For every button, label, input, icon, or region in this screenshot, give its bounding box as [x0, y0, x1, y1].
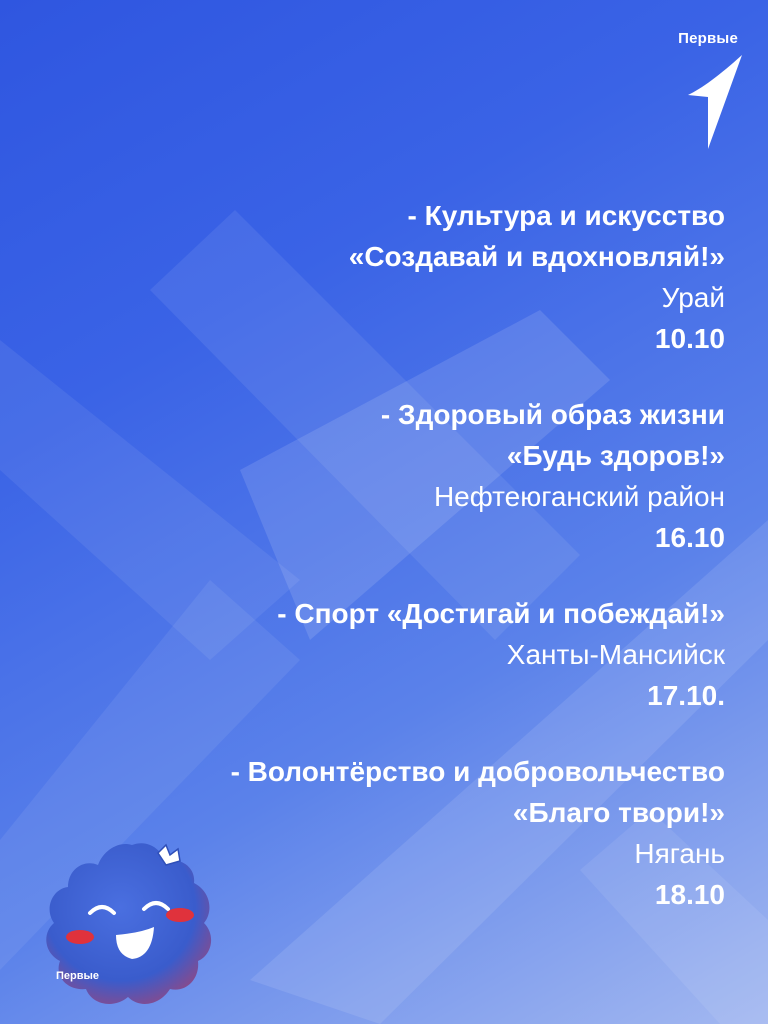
event-date: 10.10: [654, 323, 725, 354]
mascot-character: [40, 835, 220, 1015]
event-date: 18.10: [654, 879, 725, 910]
event-date: 17.10.: [647, 680, 725, 711]
event-culture: [35, 195, 725, 359]
event-date: 16.10: [654, 522, 725, 553]
event-title-line: - Волонтёрство и добровольчество: [230, 756, 725, 787]
event-title-line: «Благо твори!»: [512, 797, 725, 828]
event-title-line: - Спорт «Достигай и побеждай!»: [277, 598, 725, 629]
brand-logo-text: Первые: [678, 30, 738, 47]
event-title-line: «Будь здоров!»: [506, 440, 725, 471]
event-title-line: - Здоровый образ жизни: [380, 399, 725, 430]
event-sport: [35, 593, 725, 716]
event-place: Урай: [661, 282, 725, 313]
event-place: Нягань: [634, 838, 725, 869]
event-health: [35, 394, 725, 558]
brand-logo: [676, 30, 748, 151]
brand-logo-one-icon: [686, 53, 744, 151]
event-place: Нефтеюганский район: [433, 481, 725, 512]
mascot-label: Первые: [56, 970, 100, 982]
event-title-line: «Создавай и вдохновляй!»: [348, 241, 725, 272]
mascot-left-cheek: [66, 930, 94, 944]
event-place: Ханты-Мансийск: [506, 639, 725, 670]
mascot-right-cheek: [166, 908, 194, 922]
events-list: [35, 195, 725, 915]
event-title-line: - Культура и искусство: [407, 200, 725, 231]
